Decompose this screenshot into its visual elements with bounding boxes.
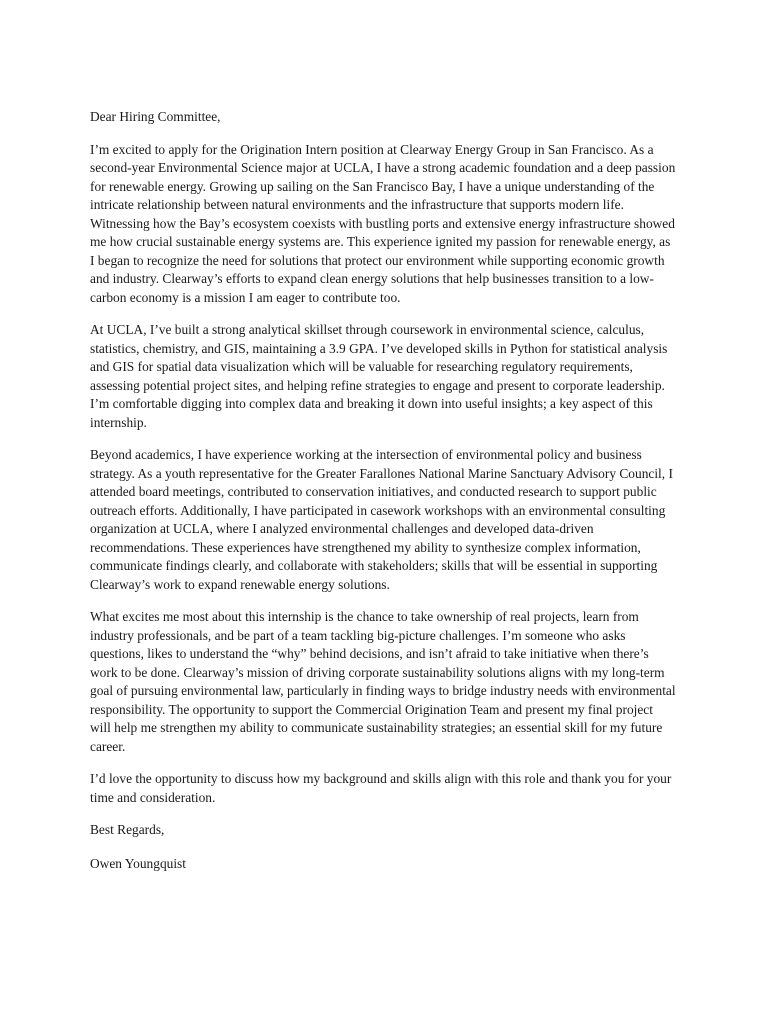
paragraph-academics: At UCLA, I’ve built a strong analytical skillset through coursework in environmental science, calculus, statistics, chemistry, and GIS, maintaining a 3.9 GPA. I’ve developed skills in Python for statistical analysis and GIS for spatial data visualization which will be valuable for researching regulatory requirements, assessing potential project sites, and helping refine strategies to engage and present to corporate leadership. I’m comfortable digging into complex data and breaking it down into useful insights; a key aspect of this internship.: [90, 322, 668, 430]
paragraph-introduction: I’m excited to apply for the Origination Intern position at Clearway Energy Group in San Francisco. As a second-year Environmental Science major at UCLA, I have a strong academic foundation and a deep passion for renewable energy. Growing up sailing on the San Francisco Bay, I have a unique understanding of the intricate relationship between natural environments and the infrastructure that supports modern life. Witnessing how the Bay’s ecosystem coexists with bustling ports and extensive energy infrastructure showed me how crucial sustainable energy systems are. This experience ignited my passion for renewable energy, as I began to recognize the need for solutions that protect our environment while supporting economic growth and industry. Clearway’s efforts to expand clean energy solutions that help businesses transition to a low-carbon economy is a mission I am eager to contribute too.: [90, 141, 676, 305]
paragraph-experience: Beyond academics, I have experience working at the intersection of environmental policy and business strategy. As a youth representative for the Greater Farallones National Marine Sanctuary Advisory Council, I attended board meetings, contributed to conservation initiatives, and conducted research to support public outreach efforts. Additionally, I have participated in casework workshops with an environmental consulting organization at UCLA, where I analyzed environmental challenges and developed data-driven recommendations. These experiences have strengthened my ability to synthesize complex information, communicate findings clearly, and collaborate with stakeholders; skills that will be essential in supporting Clearway’s work to expand renewable energy solutions.: [90, 447, 673, 592]
closing: Best Regards,: [90, 822, 165, 837]
salutation: Dear Hiring Committee,: [90, 109, 221, 124]
signature: Owen Youngquist: [90, 855, 186, 871]
paragraph-conclusion: I’d love the opportunity to discuss how my background and skills align with this role and thank you for your time and consideration.: [90, 771, 672, 805]
paragraph-motivation: What excites me most about this internship is the chance to take ownership of real projects, learn from industry professionals, and be part of a team tackling big-picture challenges. I’m someone who asks questions, likes to understand the “why” behind decisions, and isn’t afraid to take initiative when there’s work to be done. Clearway’s mission of driving corporate sustainability solutions aligns with my long-term goal of pursuing environmental law, particularly in finding ways to bridge industry needs with environmental responsibility. The opportunity to support the Commercial Origination Team and present my final project will help me strengthen my ability to communicate sustainability strategies; an essential skill for my future career.: [90, 609, 676, 754]
cover-letter: [90, 108, 676, 873]
